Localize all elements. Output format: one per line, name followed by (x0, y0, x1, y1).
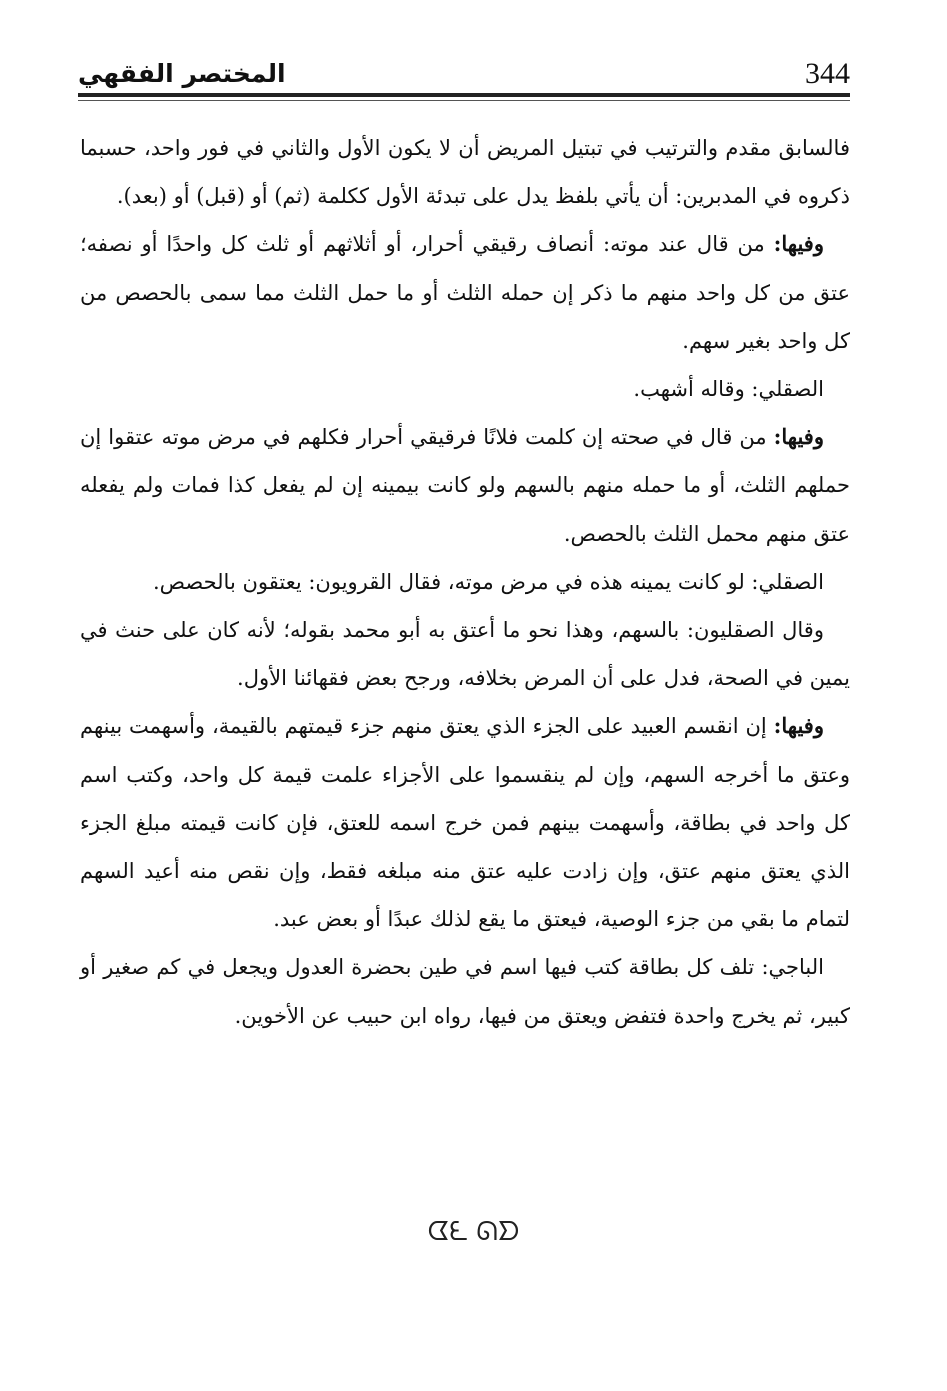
book-title: المختصر الفقهي (78, 59, 286, 88)
paragraph-text: من قال في صحته إن كلمت فلانًا فرقيقي أحرار فكلهم في مرض موته عتقوا إن حملهم الثلث، أو ما حمله منهم بالسهم ولو كانت بيمينه إن لم يفعل كذا فمات ولم يفعله عتق منهم محمل الثلث بالحصص. (80, 425, 850, 546)
paragraph-lead: وفيها: (773, 424, 824, 450)
page-number: 344 (805, 57, 850, 90)
paragraph-text: الباجي: تلف كل بطاقة كتب فيها اسم في طين بحضرة العدول ويجعل في كم صغير أو كبير، ثم يخرج واحدة فتفض ويعتق من فيها، رواه ابن حبيب عن الأخوين. (80, 955, 850, 1028)
paragraph (80, 558, 850, 606)
end-ornament: ᗧᘍ ᘏᗤ (427, 1217, 520, 1247)
paragraph-text: فالسابق مقدم والترتيب في تبتيل المريض أن لا يكون الأول والثاني في فور واحد، حسبما ذكروه في المدبرين: أن يأتي بلفظ يدل على تبدئة الأول ككلمة (ثم) أو (قبل) أو (بعد). (80, 136, 850, 209)
paragraph-text: الصقلي: لو كانت يمينه هذه في مرض موته، فقال القرويون: يعتقون بالحصص. (152, 569, 824, 594)
paragraph-lead: وفيها: (773, 713, 824, 739)
header-rule-thick (78, 93, 850, 97)
paragraph (80, 413, 850, 558)
header-rule-thin (78, 100, 850, 101)
paragraph (80, 124, 850, 220)
page-header (78, 56, 850, 96)
paragraph-text: إن انقسم العبيد على الجزء الذي يعتق منهم جزء قيمتهم بالقيمة، وأسهمت بينهم وعتق ما أخرجه السهم، وإن لم ينقسموا على الأجزاء علمت قيمة كل واحد، وكتب اسم كل واحد في بطاقة، وأسهمت بينهم فمن خرج اسمه للعتق، فإن كانت قيمته مبلغ الجزء الذي يعتق منهم عتق، وإن زادت عليه عتق منه مبلغه فقط، وإن نقص منه أعيد السهم لتمام ما بقي من جزء الوصية، فيعتق ما يقع لذلك عبدًا أو بعض عبد. (80, 714, 850, 932)
paragraph (80, 220, 850, 365)
paragraph (80, 606, 850, 702)
paragraph (80, 702, 850, 943)
paragraph (80, 365, 850, 413)
paragraph-text: من قال عند موته: أنصاف رقيقي أحرار، أو أثلاثهم أو ثلث كل واحدًا أو نصفه؛ عتق من كل واحد منهم ما ذكر إن حمله الثلث أو ما حمل الثلث مما سمى بالحصص من كل واحد بغير سهم. (80, 232, 850, 353)
paragraph (80, 943, 850, 1039)
paragraph-text: وقال الصقليون: بالسهم، وهذا نحو ما أعتق به أبو محمد بقوله؛ لأنه كان على حنث في يمين في الصحة، فدل على أن المرض بخلافه، ورجح بعض فقهائنا الأول. (80, 618, 850, 691)
paragraph-text: الصقلي: وقاله أشهب. (633, 377, 824, 402)
body-text (80, 124, 850, 1040)
paragraph-lead: وفيها: (773, 231, 824, 257)
